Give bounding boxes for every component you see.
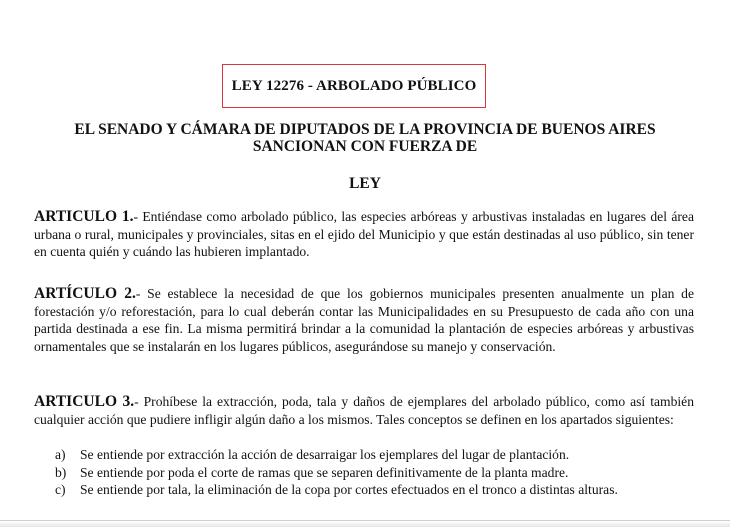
article-2 bbox=[34, 285, 694, 355]
article-3-heading: ARTICULO 3. bbox=[34, 393, 135, 410]
list-item bbox=[55, 464, 694, 482]
article-3 bbox=[34, 393, 694, 428]
article-1-text: - Entiéndase como arbolado público, las especies arbóreas y arbustivas instaladas en lugares del área urbana o rural, municipales y provinciales, sitas en el ejido del Municipio y que están destinadas al uso público, sin tener en cuenta quién y cuándo las hubieren implantado. bbox=[34, 209, 694, 259]
article-2-text: - Se establece la necesidad de que los gobiernos municipales presenten anualmente un plan de forestación y/o reforestación, para lo cual deberán contar las Municipalidades en su Presupuesto de cada año con una partida destinada a ese fin. La misma permitirá brindar a la comunidad la plantación de especies arbóreas y arbustivas ornamentales que se instalarán en los lugares públicos, asegurándose su manejo y conservación. bbox=[34, 286, 694, 354]
list-item-text: Se entiende por extracción la acción de desarraigar los ejemplares del lugar de plantación. bbox=[80, 447, 570, 462]
law-title-box bbox=[222, 64, 486, 108]
enacting-header-line-2: SANCIONAN CON FUERZA DE bbox=[252, 138, 478, 155]
list-item-letter: c) bbox=[55, 482, 66, 497]
list-item-text: Se entiende por tala, la eliminación de la copa por cortes efectuados en el tronco a distintas alturas. bbox=[80, 482, 618, 497]
list-item bbox=[55, 446, 694, 464]
article-1-heading: ARTICULO 1. bbox=[34, 208, 134, 225]
article-3-text: - Prohíbese la extracción, poda, tala y daños de ejemplares del arbolado público, como así también cualquier acción que pudiere infligir algún daño a los mismos. Tales conceptos se definen en los apartados siguientes: bbox=[34, 394, 694, 427]
enacting-header-ley: LEY bbox=[349, 175, 381, 192]
enacting-header-line-1: EL SENADO Y CÁMARA DE DIPUTADOS DE LA PROVINCIA DE BUENOS AIRES bbox=[74, 121, 656, 138]
list-item-letter: a) bbox=[55, 447, 66, 462]
list-item-text: Se entiende por poda el corte de ramas que se separen definitivamente de la planta madre. bbox=[80, 464, 569, 480]
article-2-heading: ARTÍCULO 2. bbox=[34, 285, 136, 302]
article-1 bbox=[34, 208, 694, 261]
law-title: LEY 12276 - ARBOLADO PÚBLICO bbox=[231, 77, 477, 94]
list-item bbox=[55, 481, 694, 499]
definitions-list bbox=[55, 446, 694, 499]
list-item-letter: b) bbox=[55, 464, 67, 480]
